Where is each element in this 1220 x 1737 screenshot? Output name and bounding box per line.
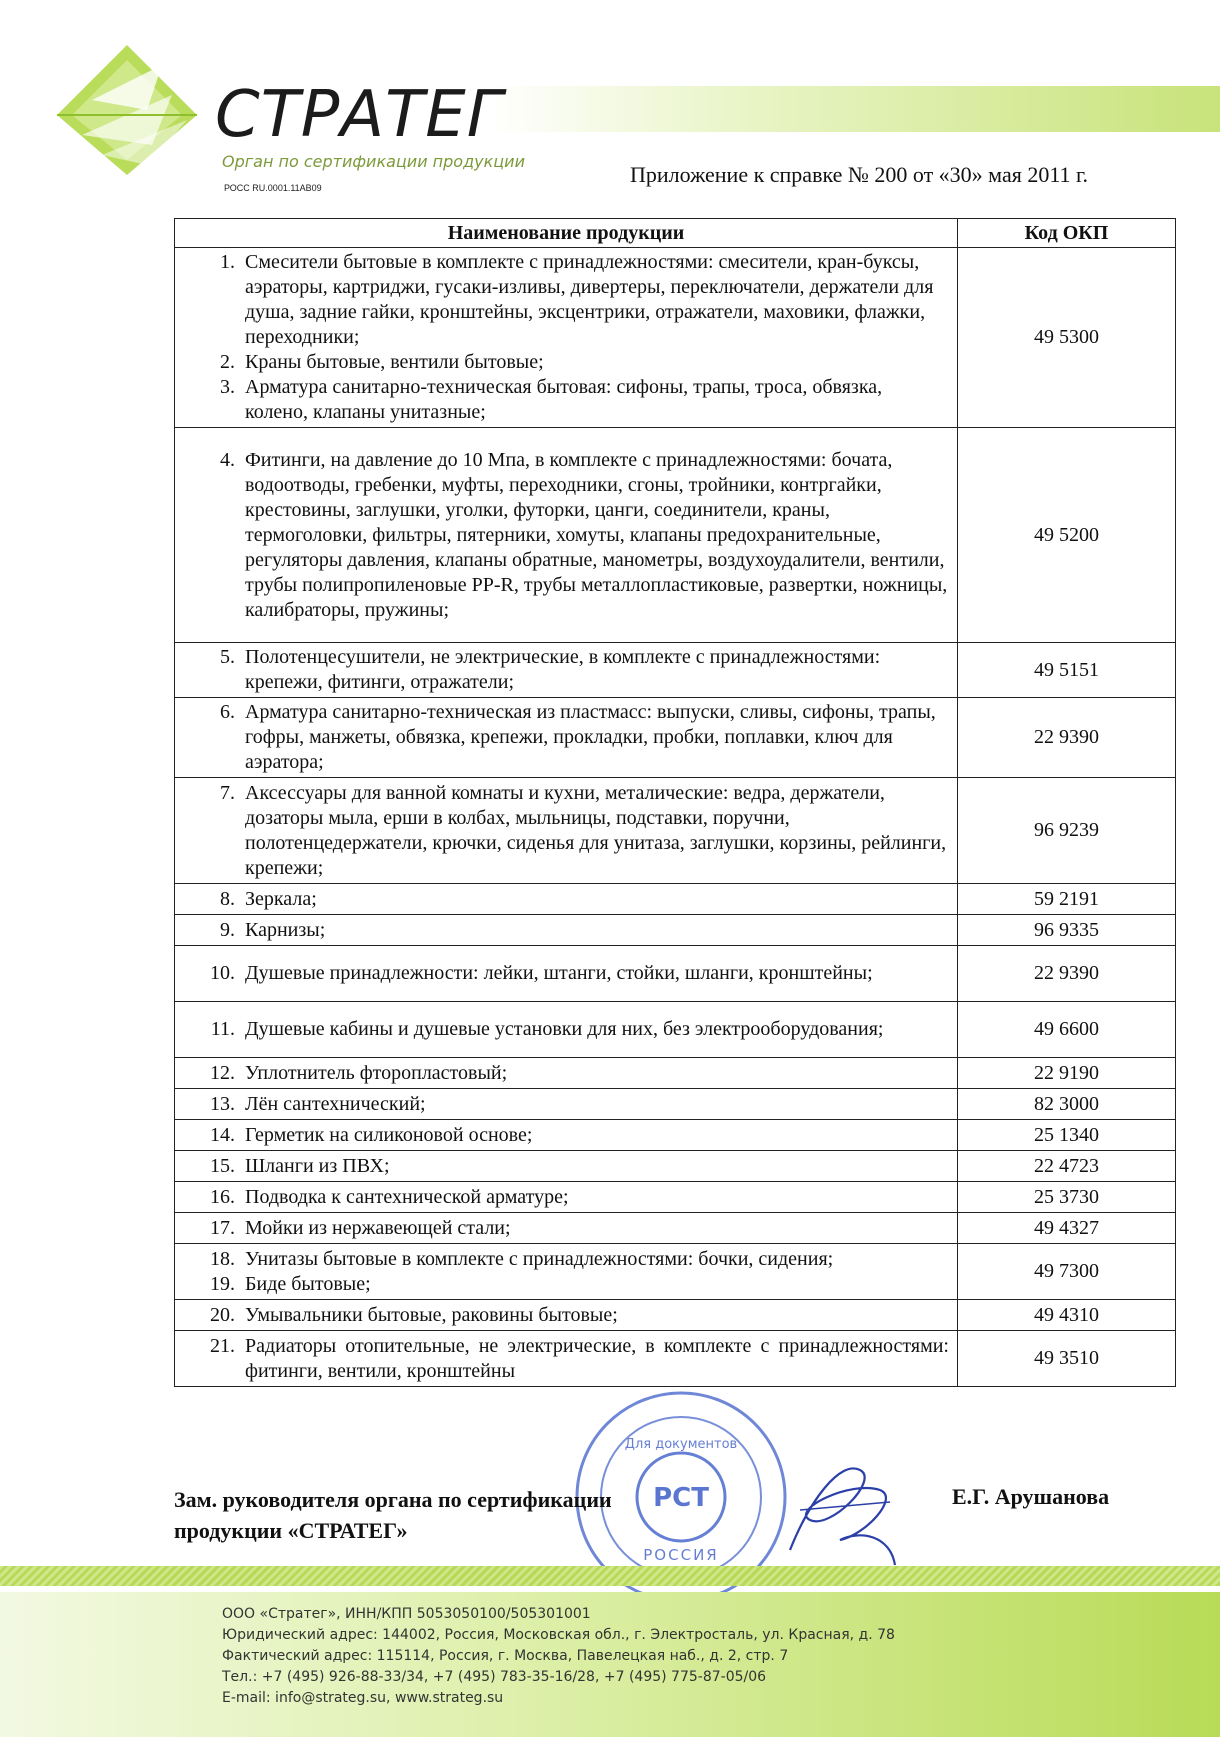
footer-legal-address: Юридический адрес: 144002, Россия, Московская обл., г. Электросталь, ул. Красная, д. 78 (222, 1627, 895, 1643)
okp-code: 49 4310 (958, 1300, 1176, 1331)
item-text: Краны бытовые, вентили бытовые; (245, 351, 544, 373)
table-row (175, 915, 1176, 946)
item-number: 14. (210, 1123, 235, 1146)
okp-code: 22 9390 (958, 698, 1176, 778)
table-row (175, 1300, 1176, 1331)
item-text: Радиаторы отопительные, не электрические, в комплекте с принадлежностями: фитинги, вентили, кронштейны (245, 1334, 949, 1382)
list-item (201, 700, 949, 775)
item-text: Унитазы бытовые в комплекте с принадлежностями: бочки, сидения; (245, 1247, 834, 1270)
item-number: 21. (210, 1334, 235, 1357)
okp-code: 49 6600 (958, 1002, 1176, 1058)
okp-code: 49 5300 (958, 248, 1176, 428)
product-names (175, 1058, 958, 1089)
signatory-name: Е.Г. Арушанова (952, 1484, 1110, 1509)
list-item (201, 1216, 949, 1241)
item-text: Подводка к сантехнической арматуре; (245, 1185, 569, 1208)
table-row (175, 1089, 1176, 1120)
item-text: Смесители бытовые в комплекте с принадлежностями: смесители, кран-буксы, аэраторы, картриджи, гусаки-изливы, дивертеры, переключатели, держатели для душа, задние гайки, кронштейны, эксцентрики, отражатели, маховики, флажки, переходники; (245, 251, 934, 348)
item-text: Шланги из ПВХ; (245, 1154, 390, 1177)
product-names (175, 428, 958, 643)
table-row (175, 946, 1176, 1002)
item-text: Полотенцесушители, не электрические, в комплекте с принадлежностями: крепежи, фитинги, отражатели; (245, 646, 881, 693)
table-row (175, 1331, 1176, 1387)
table-header-row (175, 219, 1176, 248)
list-item (201, 961, 949, 986)
item-number: 9. (220, 918, 235, 941)
okp-code: 49 4327 (958, 1213, 1176, 1244)
item-text: Фитинги, на давление до 10 Мпа, в комплекте с принадлежностями: бочата, водоотводы, гребенки, муфты, переходники, сгоны, тройники, контргайки, крестовины, заглушки, уголки, футорки, цанги, соединители, краны, термоголовки, фильтры, пятерники, хомуты, клапаны предохранительные, регуляторы давления, клапаны обратные, манометры, воздухоудалители, вентили, трубы полипропиленовые PP-R, трубы металлопластиковые, развертки, ножницы, калибраторы, пружины; (245, 448, 948, 621)
list-item (201, 375, 949, 425)
product-names (175, 884, 958, 915)
product-names (175, 1300, 958, 1331)
signatory-position-line2: продукции «СТРАТЕГ» (174, 1518, 408, 1543)
item-number: 15. (210, 1154, 235, 1177)
table-row (175, 1213, 1176, 1244)
item-number: 1. (220, 251, 235, 273)
item-number: 11. (210, 1018, 235, 1040)
product-names (175, 643, 958, 698)
okp-code: 49 5151 (958, 643, 1176, 698)
products-table (174, 218, 1176, 1387)
table-row (175, 1120, 1176, 1151)
footer-phones: Тел.: +7 (495) 926-88-33/34, +7 (495) 783-35-16/28, +7 (495) 775-87-05/06 (222, 1669, 767, 1685)
footer-stripe (0, 1566, 1220, 1586)
item-text: Аксессуары для ванной комнаты и кухни, металические: ведра, держатели, дозаторы мыла, ерши в колбах, мыльницы, подставки, поручни, полотенцедержатели, крючки, сиденья для унитаза, заглушки, корзины, рейлинги, крепежи; (245, 781, 947, 879)
product-names (175, 1244, 958, 1300)
okp-code: 82 3000 (958, 1089, 1176, 1120)
list-item (201, 250, 949, 350)
item-number: 17. (210, 1216, 235, 1239)
list-item (201, 350, 949, 375)
item-text: Мойки из нержавеющей стали; (245, 1216, 511, 1239)
table-row (175, 1058, 1176, 1089)
item-number: 7. (220, 781, 235, 804)
stamp-caption: Для документов (624, 1437, 738, 1452)
list-item (201, 887, 949, 912)
footer-contacts (222, 1604, 895, 1709)
product-names (175, 1182, 958, 1213)
item-number: 4. (220, 448, 235, 471)
list-item (201, 1185, 949, 1210)
item-text: Уплотнитель фторопластовый; (245, 1061, 508, 1084)
okp-code: 22 9390 (958, 946, 1176, 1002)
strateg-logo-icon (52, 40, 202, 180)
product-names (175, 1151, 958, 1182)
item-text: Зеркала; (245, 887, 317, 910)
footer-company: ООО «Стратег», ИНН/КПП 5053050100/505301001 (222, 1606, 591, 1622)
signatory-position-line1: Зам. руководителя органа по сертификации (174, 1487, 612, 1512)
footer-actual-address: Фактический адрес: 115114, Россия, г. Москва, Павелецкая наб., д. 2, стр. 7 (222, 1648, 789, 1664)
column-header-code: Код ОКП (958, 219, 1176, 248)
list-item (201, 645, 949, 695)
list-item (201, 1303, 949, 1328)
okp-code: 96 9335 (958, 915, 1176, 946)
logo-title: СТРАТЕГ (215, 78, 504, 152)
product-names (175, 1089, 958, 1120)
product-names (175, 248, 958, 428)
item-number: 13. (210, 1092, 235, 1115)
okp-code: 96 9239 (958, 778, 1176, 884)
list-item (201, 781, 949, 881)
appendix-reference: Приложение к справке № 200 от «30» мая 2011 г. (630, 162, 1089, 187)
item-number: 3. (220, 376, 235, 398)
product-names (175, 1120, 958, 1151)
okp-code: 22 9190 (958, 1058, 1176, 1089)
product-names (175, 946, 958, 1002)
okp-code: 25 1340 (958, 1120, 1176, 1151)
okp-code: 22 4723 (958, 1151, 1176, 1182)
item-text: Лён сантехнический; (245, 1092, 426, 1115)
list-item (201, 1154, 949, 1179)
stamp-mark: РСТ (653, 1483, 709, 1513)
table-row (175, 428, 1176, 643)
okp-code: 25 3730 (958, 1182, 1176, 1213)
footer-contacts-line: E-mail: info@strateg.su, www.strateg.su (222, 1690, 504, 1706)
item-text: Душевые принадлежности: лейки, штанги, стойки, шланги, кронштейны; (245, 962, 873, 984)
item-number: 20. (210, 1303, 235, 1326)
item-number: 18. (210, 1247, 235, 1270)
table-row (175, 248, 1176, 428)
product-names (175, 1002, 958, 1058)
item-number: 12. (210, 1061, 235, 1084)
table-row (175, 884, 1176, 915)
list-item (201, 1272, 949, 1297)
item-number: 2. (220, 351, 235, 373)
list-item (201, 1334, 949, 1384)
signature-scribble (770, 1440, 910, 1580)
list-item (201, 1092, 949, 1117)
item-text: Биде бытовые; (245, 1272, 371, 1295)
product-names (175, 698, 958, 778)
table-row (175, 778, 1176, 884)
item-text: Арматура санитарно-техническая бытовая: сифоны, трапы, троса, обвязка, колено, клапаны унитазные; (245, 376, 883, 423)
stamp-country: РОССИЯ (643, 1546, 719, 1564)
table-row (175, 1182, 1176, 1213)
column-header-name: Наименование продукции (175, 219, 958, 248)
okp-code: 49 5200 (958, 428, 1176, 643)
product-names (175, 1213, 958, 1244)
product-names (175, 778, 958, 884)
item-number: 8. (220, 887, 235, 910)
item-number: 5. (220, 646, 235, 668)
list-item (201, 918, 949, 943)
item-number: 6. (220, 701, 235, 723)
list-item (201, 1123, 949, 1148)
item-number: 19. (210, 1272, 235, 1295)
item-text: Герметик на силиконовой основе; (245, 1123, 533, 1146)
table-row (175, 1151, 1176, 1182)
item-text: Карнизы; (245, 918, 326, 941)
okp-code: 49 3510 (958, 1331, 1176, 1387)
table-row (175, 1244, 1176, 1300)
item-text: Душевые кабины и душевые установки для них, без электрооборудования; (245, 1018, 884, 1040)
list-item (201, 448, 949, 623)
item-text: Арматура санитарно-техническая из пластмасс: выпуски, сливы, сифоны, трапы, гофры, манжеты, обвязка, крепежи, прокладки, пробки, поплавки, ключ для аэратора; (245, 701, 936, 773)
okp-code: 59 2191 (958, 884, 1176, 915)
logo-registration: РОСС RU.0001.11АВ09 (224, 183, 322, 193)
list-item (201, 1247, 949, 1272)
logo-subtitle: Орган по сертификации продукции (222, 152, 525, 171)
item-number: 10. (210, 962, 235, 984)
item-text: Умывальники бытовые, раковины бытовые; (245, 1303, 618, 1326)
item-number: 16. (210, 1185, 235, 1208)
table-row (175, 1002, 1176, 1058)
product-names (175, 1331, 958, 1387)
list-item (201, 1061, 949, 1086)
table-row (175, 643, 1176, 698)
signatory-position (174, 1484, 612, 1546)
okp-code: 49 7300 (958, 1244, 1176, 1300)
list-item (201, 1017, 949, 1042)
table-row (175, 698, 1176, 778)
product-names (175, 915, 958, 946)
